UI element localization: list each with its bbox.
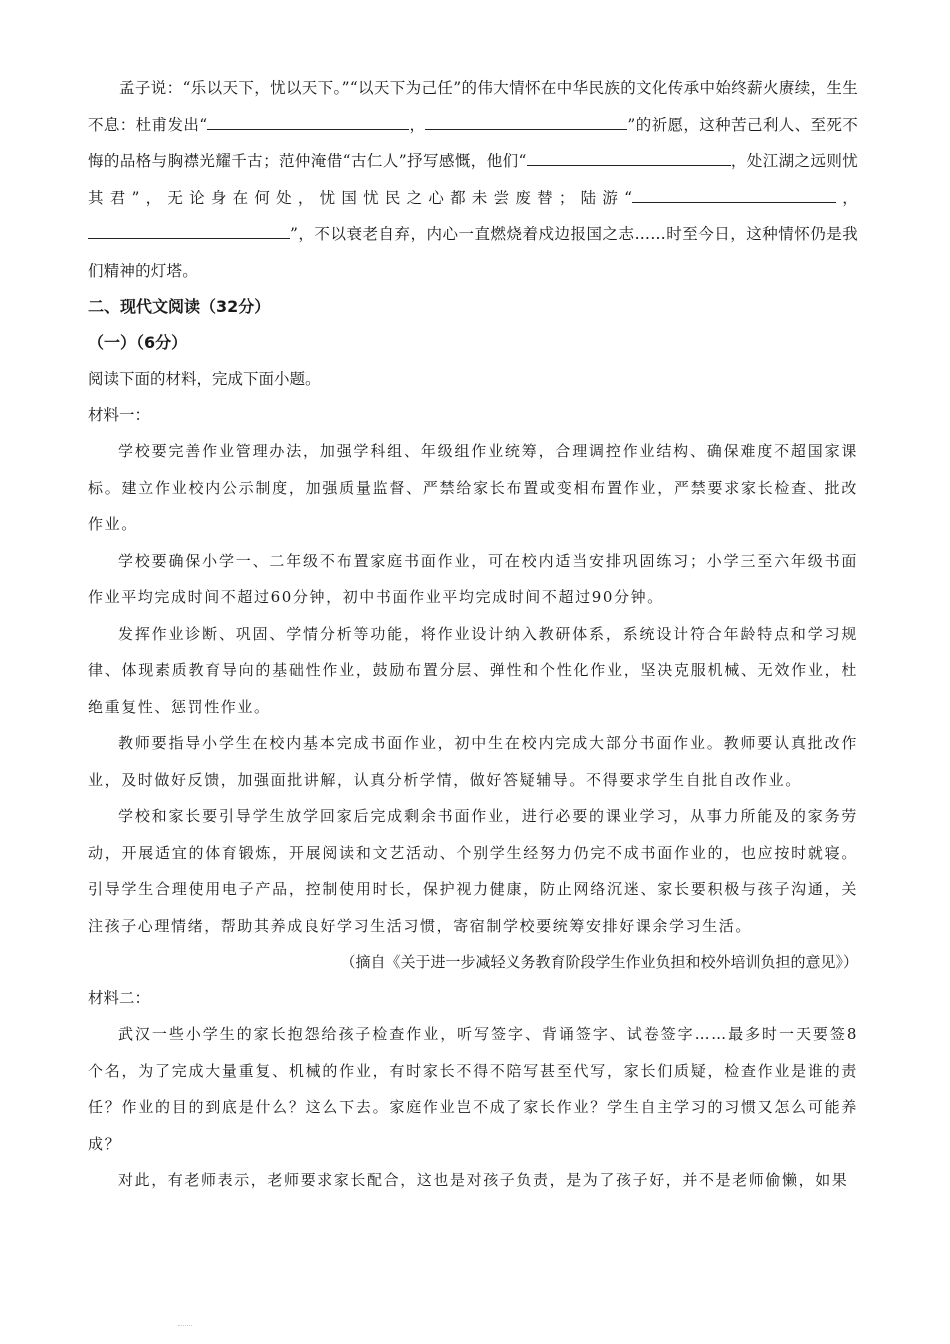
poem-text-2: ”的祈愿，这种苦己利人、至死不悔的品格与胸襟光耀千古；范仲淹借“古仁人”抒写感慨，他们“ <box>88 115 858 170</box>
answer-blank-3-cont[interactable] <box>693 147 731 166</box>
material1-paragraph: 学校要完善作业管理办法，加强学科组、年级组作业统筹，合理调控作业结构、确保难度不超国家课标。建立作业校内公示制度，加强质量监督、严禁给家长布置或变相布置作业，严禁要求家长检查、批改作业。 <box>88 442 858 533</box>
material2-label: 材料二： <box>88 989 151 1007</box>
answer-blank-5[interactable] <box>88 220 290 239</box>
subsection-title: （一）（6分） <box>88 333 188 352</box>
instruction-text: 阅读下面的材料，完成下面小题。 <box>88 370 321 388</box>
poem-text-1: 孟子说：“乐以天下，忧以天下。”“以天下为己任”的伟大情怀在中华民族的文化传承中始终薪火赓续，生生不息：杜甫发出“ <box>88 79 858 134</box>
poem-text-4: ”，不以衰老自弃，内心一直燃烧着戍边报国之志……时至今日，这种情怀仍是我们精神的灯塔。 <box>88 225 858 280</box>
material1-label: 材料一： <box>88 406 151 424</box>
poem-sep-1: ， <box>409 115 426 134</box>
material2-paragraph: 武汉一些小学生的家长抱怨给孩子检查作业，听写签字、背诵签字、试卷签字……最多时一天要签8个名，为了完成大量重复、机械的作业，有时家长不得不陪写甚至代写，家长们质疑，检查作业是谁的责任？作业的目的到底是什么？这么下去。家庭作业岂不成了家长作业？学生自主学习的习惯又怎么可能养成？ <box>88 1025 858 1153</box>
poem-fill-paragraph <box>88 70 858 289</box>
material1-paragraph: 教师要指导小学生在校内基本完成书面作业，初中生在校内完成大部分书面作业。教师要认真批改作业，及时做好反馈，加强面批讲解，认真分析学情，做好答疑辅导。不得要求学生自批自改作业。 <box>88 734 858 789</box>
poem-text-3: ，处江湖之远则忧其君”，无论身在何处，忧国忧民之心都未尝废替；陆游“ <box>88 152 858 207</box>
answer-blank-2[interactable] <box>425 111 627 130</box>
poem-sep-2: ， <box>836 188 858 207</box>
answer-blank-4[interactable] <box>632 184 798 203</box>
material2-paragraph: 对此，有老师表示，老师要求家长配合，这也是对孩子负责，是为了孩子好，并不是老师偷懒，如果 <box>118 1171 849 1189</box>
material1-source: （摘自《关于进一步减轻义务教育阶段学生作业负担和校外培训负担的意见》） <box>340 953 858 971</box>
material1-paragraph: 学校和家长要引导学生放学回家后完成剩余书面作业，进行必要的课业学习，从事力所能及的家务劳动，开展适宜的体育锻炼，开展阅读和文艺活动、个别学生经努力仍完不成书面作业的，也应按时就寝。引导学生合理使用电子产品，控制使用时长，保护视力健康，防止网络沉迷、家长要积极与孩子沟通，关注孩子心理情绪，帮助其养成良好学习生活习惯，寄宿制学校要统筹安排好课余学习生活。 <box>88 807 858 935</box>
footer-dots <box>178 1325 192 1330</box>
answer-blank-4-cont[interactable] <box>798 184 836 203</box>
material1-paragraph: 学校要确保小学一、二年级不布置家庭书面作业，可在校内适当安排巩固练习；小学三至六年级书面作业平均完成时间不超过60分钟，初中书面作业平均完成时间不超过90分钟。 <box>88 551 858 606</box>
answer-blank-1[interactable] <box>207 111 409 130</box>
answer-blank-3[interactable] <box>527 147 693 166</box>
section-title: 二、现代文阅读（32分） <box>88 297 271 316</box>
document-page <box>88 70 858 1199</box>
material1-paragraph: 发挥作业诊断、巩固、学情分析等功能，将作业设计纳入教研体系，系统设计符合年龄特点和学习规律、体现素质教育导向的基础性作业，鼓励布置分层、弹性和个性化作业，坚决克服机械、无效作业，杜绝重复性、惩罚性作业。 <box>88 624 858 716</box>
